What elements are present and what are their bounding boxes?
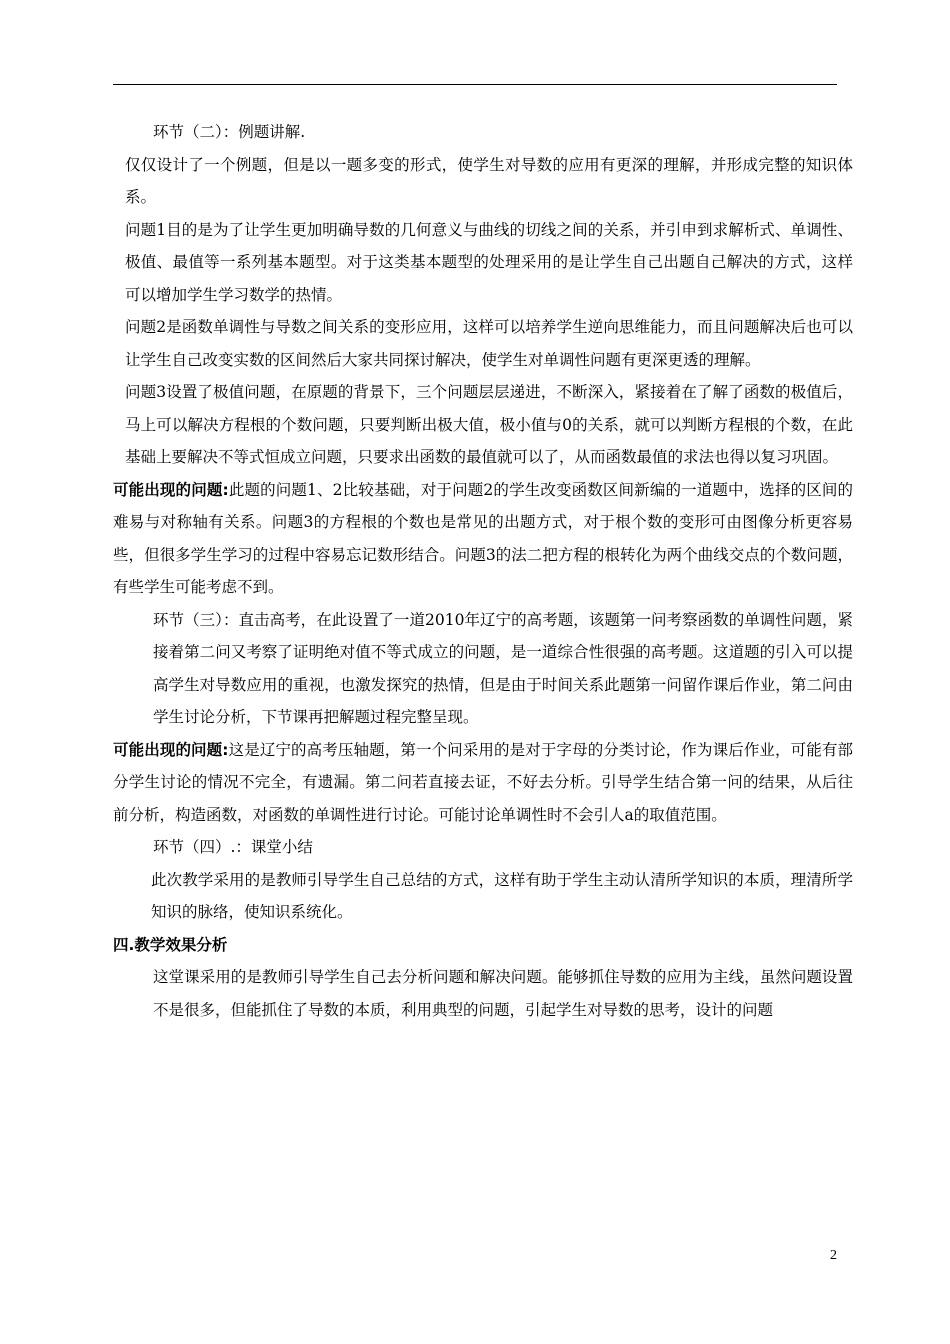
possible-issues-label: 可能出现的问题:	[113, 480, 229, 499]
paragraph-summary: 此次教学采用的是教师引导学生自己总结的方式，这样有助于学生主动认清所学知识的本质，理清所学知识的脉络，使知识系统化。	[151, 870, 853, 921]
section-heading-effect-analysis: 四.教学效果分析	[113, 935, 228, 954]
paragraph-possible-issues-2	[113, 734, 853, 832]
paragraph-possible-issues-1	[113, 474, 853, 604]
paragraph-question-2: 问题2是函数单调性与导数之间关系的变形应用，这样可以培养学生逆向思维能力，而且问题解决后也可以让学生自己改变实数的区间然后大家共同探讨解决，使学生对单调性问题有更深更透的理解。	[125, 318, 853, 369]
paragraph-effect-analysis: 这堂课采用的是教师引导学生自己去分析问题和解决问题。能够抓住导数的应用为主线，虽然问题设置不是很多，但能抓住了导数的本质，利用典型的问题，引起学生对导数的思考，设计的问题	[153, 968, 853, 1019]
document-body	[113, 116, 853, 1026]
possible-issues-text: 这是辽宁的高考压轴题，第一个问采用的是对于字母的分类讨论，作为课后作业，可能有部分学生讨论的情况不完全，有遗漏。第二问若直接去证，不好去分析。引导学生结合第一问的结果，从后往前分析，构造函数，对函数的单调性进行讨论。可能讨论单调性时不会引人a的取值范围。	[113, 740, 853, 824]
page-number: 2	[830, 1248, 837, 1263]
paragraph-section-2-title: 环节（二）：例题讲解.	[153, 123, 306, 141]
possible-issues-label: 可能出现的问题:	[113, 740, 229, 759]
paragraph-question-3: 问题3设置了极值问题，在原题的背景下，三个问题层层递进，不断深入，紧接着在了解了函数的极值后，马上可以解决方程根的个数问题，只要判断出极大值，极小值与0的关系，就可以判断方程根的个数，在此基础上要解决不等式恒成立问题，只要求出函数的最值就可以了，从而函数最值的求法也得以复习巩固。	[125, 383, 853, 466]
possible-issues-text: 此题的问题1、2比较基础，对于问题2的学生改变函数区间新编的一道题中，选择的区间的难易与对称轴有关系。问题3的方程根的个数也是常见的出题方式，对于根个数的变形可由图像分析更容易些，但很多学生学习的过程中容易忘记数形结合。问题3的法二把方程的根转化为两个曲线交点的个数问题，有些学生可能考虑不到。	[113, 480, 854, 596]
header-rule	[113, 84, 837, 85]
paragraph-question-1: 问题1目的是为了让学生更加明确导数的几何意义与曲线的切线之间的关系，并引申到求解析式、单调性、极值、最值等一系列基本题型。对于这类基本题型的处理采用的是让学生自己出题自己解决的方式，这样可以增加学生学习数学的热情。	[125, 220, 853, 304]
paragraph-section-3: 环节（三）：直击高考，在此设置了一道2010年辽宁的高考题，该题第一问考察函数的单调性问题，紧接着第二问又考察了证明绝对值不等式成立的问题，是一道综合性很强的高考题。这道题的引入可以提高学生对导数应用的重视，也激发探究的热情，但是由于时间关系此题第一问留作课后作业，第二问由学生讨论分析，下节课再把解题过程完整呈现。	[153, 610, 853, 726]
paragraph-section-4-title: 环节（四）.：课堂小结	[153, 838, 313, 856]
paragraph-example-intro: 仅仅设计了一个例题，但是以一题多变的形式，使学生对导数的应用有更深的理解，并形成完整的知识体系。	[125, 155, 853, 206]
